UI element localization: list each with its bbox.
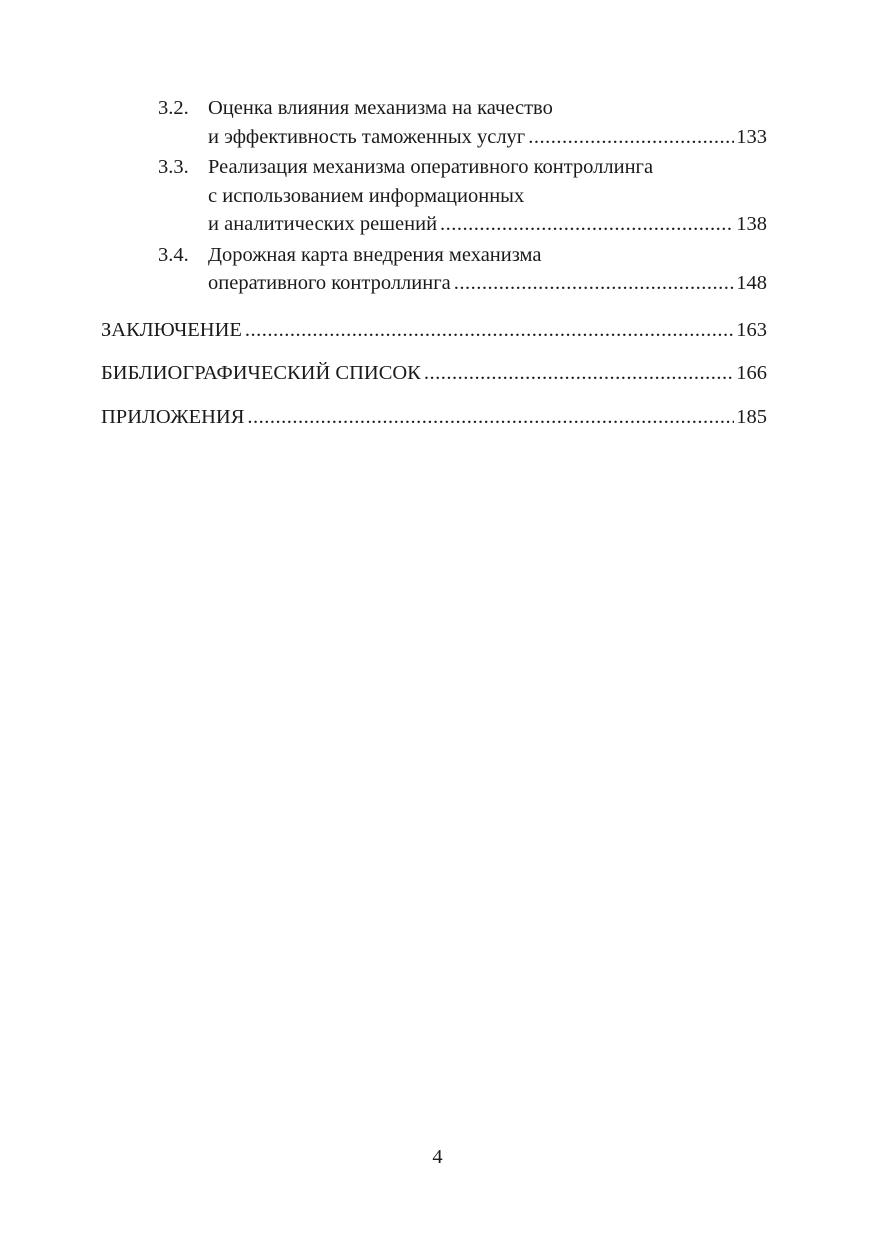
toc-entry-3-4[interactable] xyxy=(101,241,767,298)
page-ref: 166 xyxy=(736,362,767,384)
section-number: 3.4. xyxy=(158,243,189,266)
section-title-line: с использованием информационных xyxy=(208,184,525,207)
dot-leader xyxy=(245,316,734,345)
page-ref: 138 xyxy=(736,213,767,235)
toc-entry-3-2[interactable] xyxy=(101,94,767,151)
section-title-line: Реализация механизма оперативного контроллинга xyxy=(208,156,654,178)
section-title-last-line xyxy=(208,269,767,298)
chapter-title: ЗАКЛЮЧЕНИЕ xyxy=(101,318,242,341)
section-title-line: Оценка влияния механизма на качество xyxy=(208,97,553,119)
dot-leader xyxy=(454,269,735,298)
toc-entry-bibliography[interactable] xyxy=(101,359,767,388)
page-ref: 148 xyxy=(736,272,767,294)
page-ref: 163 xyxy=(736,318,767,341)
section-number: 3.3. xyxy=(158,156,189,178)
section-number: 3.2. xyxy=(158,97,189,119)
section-title-line: Дорожная карта внедрения механизма xyxy=(208,243,542,266)
toc-entry-conclusion[interactable] xyxy=(101,316,767,345)
dot-leader xyxy=(528,123,734,152)
dot-leader xyxy=(424,359,734,388)
page-number: 4 xyxy=(432,1146,443,1168)
section-title-tail: и эффективность таможенных услуг xyxy=(208,125,526,148)
dot-leader xyxy=(247,403,734,432)
section-title-tail: оперативного контроллинга xyxy=(208,272,451,294)
page-ref: 185 xyxy=(736,405,767,428)
table-of-contents xyxy=(101,94,767,446)
toc-entry-appendices[interactable] xyxy=(101,403,767,432)
page-ref: 133 xyxy=(736,125,767,148)
dot-leader xyxy=(440,210,734,239)
chapter-title: ПРИЛОЖЕНИЯ xyxy=(101,405,245,428)
section-title-tail: и аналитических решений xyxy=(208,213,438,235)
section-title-last-line xyxy=(208,210,767,239)
chapter-title: БИБЛИОГРАФИЧЕСКИЙ СПИСОК xyxy=(101,362,421,384)
section-title-last-line xyxy=(208,123,767,152)
main-entries xyxy=(101,316,767,432)
toc-entry-3-3[interactable] xyxy=(101,153,767,239)
